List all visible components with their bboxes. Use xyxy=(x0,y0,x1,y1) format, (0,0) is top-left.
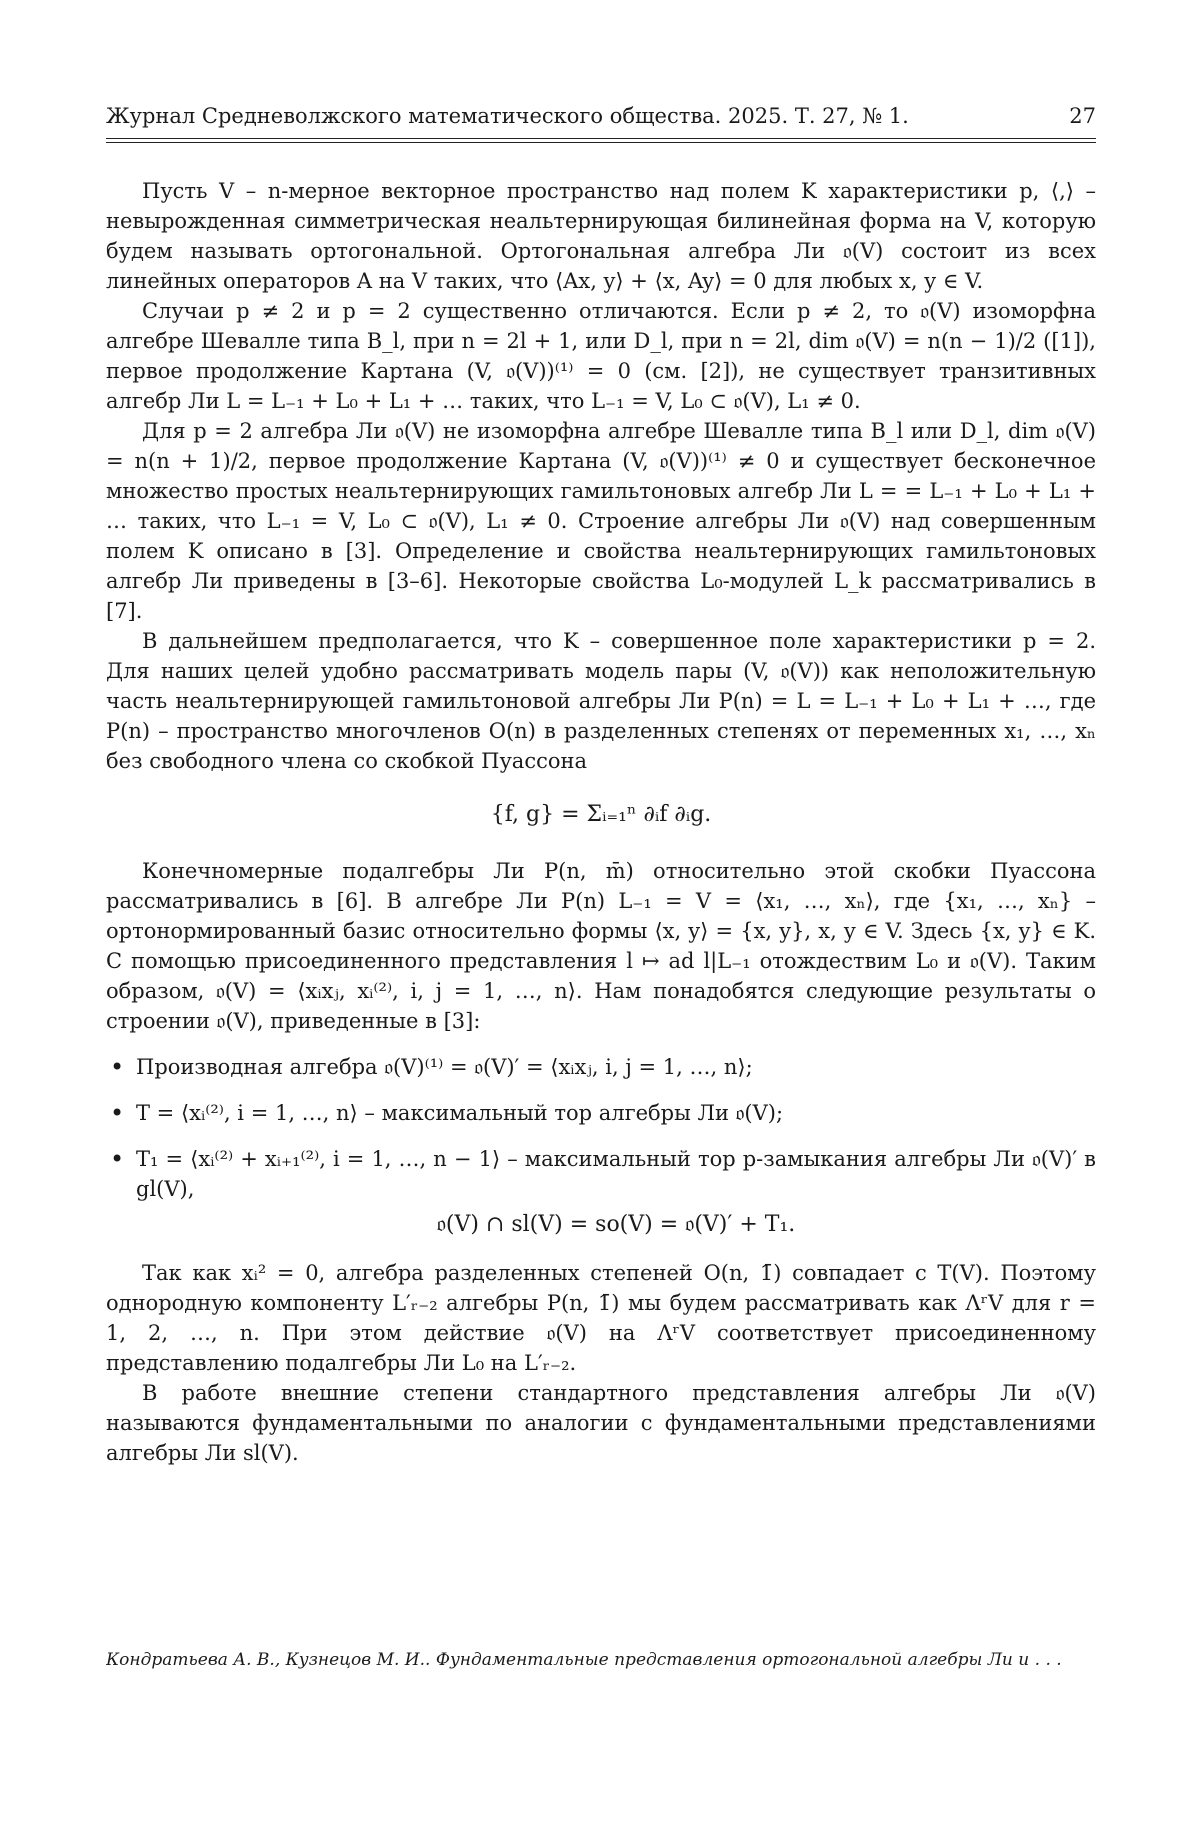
paragraph-5: Конечномерные подалгебры Ли P(n, m̄) относительно этой скобки Пуассона рассматривались в [6]. В алгебре Ли P(n) L₋₁ = V = ⟨x₁, …, xₙ⟩, где {x₁, …, xₙ} – ортонормированный базис относительно формы ⟨x, y⟩ = {x, y}, x, y ∈ V. Здесь {x, y} ∈ K. С помощью присоединенного представления l ↦ ad l|L₋₁ отождествим L₀ и 𝔬(V). Таким образом, 𝔬(V) = ⟨xᵢxⱼ, xᵢ⁽²⁾, i, j = 1, …, n⟩. Нам понадобятся следующие результаты о строении 𝔬(V), приведенные в [3]: xyxy=(106,859,1096,1033)
journal-title: Журнал Средневолжского математического общества. 2025. Т. 27, № 1. xyxy=(106,104,909,128)
so-v-formula: 𝔬(V) ∩ sl(V) = so(V) = 𝔬(V)′ + T₁. xyxy=(436,1212,796,1237)
paragraph-4: В дальнейшем предполагается, что K – совершенное поле характеристики p = 2. Для наших целей удобно рассматривать модель пары (V, 𝔬(V)) как неположительную часть неальтернирующей гамильтоновой алгебры Ли P(n) = L = L₋₁ + L₀ + L₁ + …, где P(n) – пространство многочленов O(n) в разделенных степенях от переменных x₁, …, xₙ без свободного члена со скобкой Пуассона xyxy=(106,629,1096,773)
list-item-p-closure-text: T₁ = ⟨xᵢ⁽²⁾ + xᵢ₊₁⁽²⁾, i = 1, …, n − 1⟩ – максимальный тор p-замыкания алгебры Ли 𝔬(V)′ в gl(V), xyxy=(136,1147,1096,1201)
list-item-p-closure-torus xyxy=(106,1144,1096,1242)
header-rule-top xyxy=(106,138,1096,139)
structure-results-list xyxy=(106,1052,1096,1242)
header-rule-bottom xyxy=(106,142,1096,143)
poisson-bracket-formula: {f, g} = Σᵢ₌₁ⁿ ∂ᵢf ∂ᵢg. xyxy=(490,802,712,827)
paragraph-3: Для p = 2 алгебра Ли 𝔬(V) не изоморфна алгебре Шевалле типа B_l или D_l, dim 𝔬(V) = n(n + 1)/2, первое продолжение Картана (V, 𝔬(V))⁽¹⁾ ≠ 0 и существует бесконечное множество простых неальтернирующих гамильтоновых алгебр Ли L = = L₋₁ + L₀ + L₁ + … таких, что L₋₁ = V, L₀ ⊂ 𝔬(V), L₁ ≠ 0. Строение алгебры Ли 𝔬(V) над совершенным полем K описано в [3]. Определение и свойства неальтернирующих гамильтоновых алгебр Ли приведены в [3–6]. Некоторые свойства L₀-модулей L_k рассматривались в [7]. xyxy=(106,419,1096,623)
page-number: 27 xyxy=(1069,104,1096,128)
article-body xyxy=(106,176,1096,1468)
running-footer-citation: Кондратьева А. В., Кузнецов М. И.. Фундаментальные представления ортогональной алгебры Ли и . . . xyxy=(106,1650,1062,1670)
running-header xyxy=(106,104,1096,136)
paragraph-2: Случаи p ≠ 2 и p = 2 существенно отличаются. Если p ≠ 2, то 𝔬(V) изоморфна алгебре Шевалле типа B_l, при n = 2l + 1, или D_l, при n = 2l, dim 𝔬(V) = n(n − 1)/2 ([1]), первое продолжение Картана (V, 𝔬(V))⁽¹⁾ = 0 (см. [2]), не существует транзитивных алгебр Ли L = L₋₁ + L₀ + L₁ + … таких, что L₋₁ = V, L₀ ⊂ 𝔬(V), L₁ ≠ 0. xyxy=(106,299,1096,413)
list-item-derived-algebra: • Производная алгебра 𝔬(V)⁽¹⁾ = 𝔬(V)′ = ⟨xᵢxⱼ, i, j = 1, …, n⟩; xyxy=(106,1052,1096,1082)
paragraph-7: В работе внешние степени стандартного представления алгебры Ли 𝔬(V) называются фундаментальными по аналогии с фундаментальными представлениями алгебры Ли sl(V). xyxy=(106,1381,1096,1465)
paragraph-1: Пусть V – n-мерное векторное пространство над полем K характеристики p, ⟨,⟩ – невырожденная симметрическая неальтернирующая билинейная форма на V, которую будем называть ортогональной. Ортогональная алгебра Ли 𝔬(V) состоит из всех линейных операторов A на V таких, что ⟨Ax, y⟩ + ⟨x, Ay⟩ = 0 для любых x, y ∈ V. xyxy=(106,179,1096,293)
paragraph-6: Так как xᵢ² = 0, алгебра разделенных степеней O(n, 1̄) совпадает с T(V). Поэтому однородную компоненту L′ᵣ₋₂ алгебры P(n, 1̄) мы будем рассматривать как ΛʳV для r = 1, 2, …, n. При этом действие 𝔬(V) на ΛʳV соответствует присоединенному представлению подалгебры Ли L₀ на L′ᵣ₋₂. xyxy=(106,1261,1096,1375)
list-item-maximal-torus: • T = ⟨xᵢ⁽²⁾, i = 1, …, n⟩ – максимальный тор алгебры Ли 𝔬(V); xyxy=(106,1098,1096,1128)
